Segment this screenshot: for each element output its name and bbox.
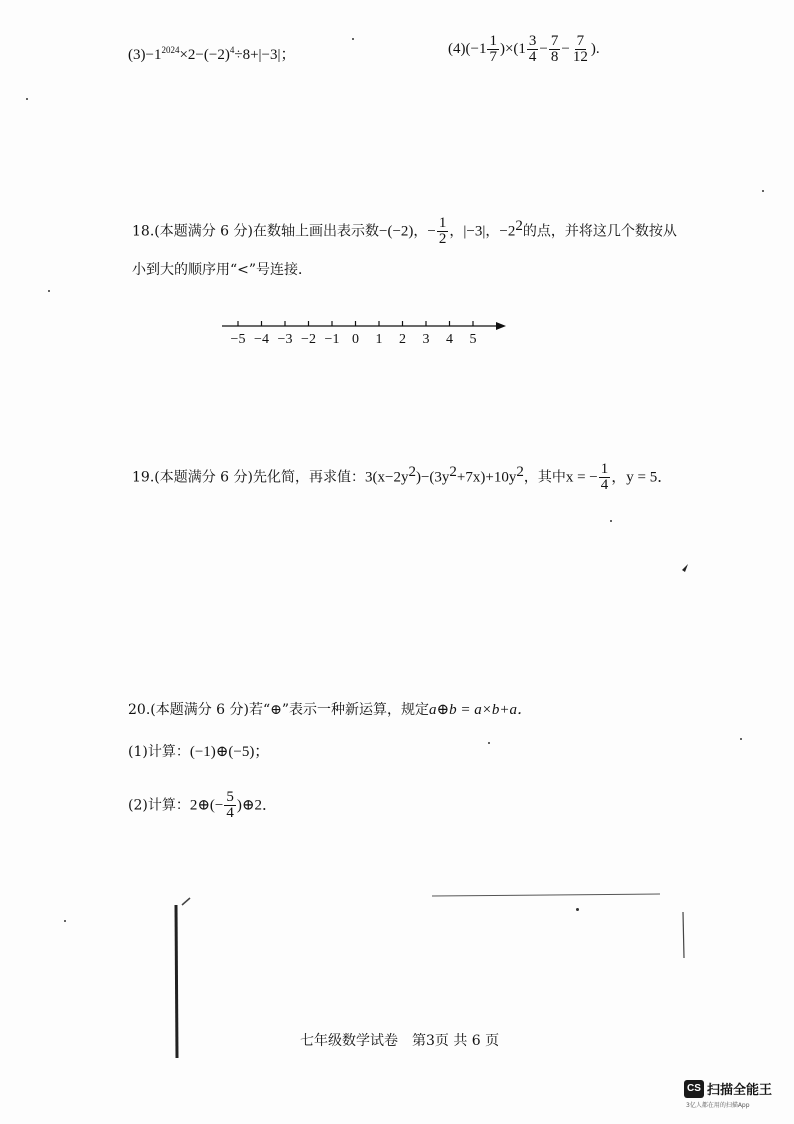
speck xyxy=(610,520,612,522)
q3-exponent-a: 2024 xyxy=(161,45,180,55)
speck xyxy=(576,908,579,911)
p19-expr-b: )−(3y xyxy=(415,469,450,486)
p20-q1-label: (1)计算： xyxy=(128,744,190,760)
q4-minus-2: − xyxy=(561,40,570,57)
number-line-tick-label: −5 xyxy=(230,332,246,347)
q3-label: (3) xyxy=(128,47,146,63)
p18-prefix: 18.(本题满分 6 分)在数轴上画出表示数 xyxy=(132,223,379,240)
q4-f3-num: 7 xyxy=(550,33,559,49)
number-line-tick-label: 2 xyxy=(399,332,406,347)
p19-prefix: 19.(本题满分 6 分)先化简，再求值： xyxy=(132,469,365,486)
q4-close: ). xyxy=(590,40,600,57)
q4-f1-den: 7 xyxy=(489,49,497,65)
q3-term-c: ÷8+|−3| xyxy=(234,47,281,63)
number-line-tick-label: 0 xyxy=(352,332,359,347)
p19-expr-c: +7x)+10y xyxy=(456,469,517,486)
p20-q1-expr: (−1)⊕(−5)； xyxy=(189,744,270,760)
p20-q2-label: (2)计算： xyxy=(128,797,190,814)
p20-q2-b: )⊕2． xyxy=(236,797,277,814)
p18-sep-1: ， xyxy=(413,223,428,240)
p19-sup-c: 2 xyxy=(516,464,524,480)
speck xyxy=(352,38,354,40)
p18-sep-3: ， xyxy=(485,223,500,240)
scanner-logo-icon: CS xyxy=(684,1080,704,1098)
p20-prefix: 20.(本题满分 6 分)若“⊕”表示一种新运算，规定 xyxy=(128,702,430,718)
p19-y-eq: ，y = 5． xyxy=(611,469,673,486)
p18-suffix: 的点，并将这几个数按从 xyxy=(522,223,677,240)
number-line-tick-label: −4 xyxy=(254,332,269,347)
number-line-tick-label: 3 xyxy=(422,332,430,347)
number-line-tick-label: 1 xyxy=(375,332,383,347)
p19-expr-a: 3(x−2y xyxy=(365,469,409,486)
speck xyxy=(740,738,742,740)
p19-x-eq: x = − xyxy=(565,469,598,486)
speck xyxy=(762,190,764,192)
p18-number-2-sign: − xyxy=(427,223,436,240)
p18-sep-2: ， xyxy=(449,223,464,240)
p20-q2-num: 5 xyxy=(226,789,234,805)
number-line-tick-label: 5 xyxy=(469,332,477,347)
problem-18-line-2: 小到大的顺序用“<”号连接． xyxy=(132,262,313,278)
p18-number-1: −(−2) xyxy=(379,223,414,240)
q4-mid: )×(1 xyxy=(499,40,526,57)
p18-n2-den: 2 xyxy=(438,231,447,248)
p19-sup-a: 2 xyxy=(408,464,416,480)
scan-artifact-mark xyxy=(682,564,688,572)
p19-x-num: 1 xyxy=(600,461,609,478)
p19-x-den: 4 xyxy=(600,477,609,494)
speck xyxy=(48,290,50,292)
q3-exponent-b: 4 xyxy=(229,45,235,55)
number-line-tick-label: −2 xyxy=(301,332,316,347)
p19-sup-b: 2 xyxy=(449,464,457,480)
p18-number-4-exponent: 2 xyxy=(515,218,523,234)
q4-open: (−1 xyxy=(465,40,487,57)
q3-term-a: −1 xyxy=(145,47,162,63)
q4-label: (4) xyxy=(448,40,466,57)
q4-f2-den: 4 xyxy=(528,49,537,65)
scanner-tagline: 3亿人都在用的扫描App xyxy=(686,1102,750,1109)
scanner-app-name: 扫描全能王 xyxy=(707,1083,773,1098)
scan-artifact-right-bar xyxy=(683,912,684,958)
p20-q2-a: 2⊕(− xyxy=(189,797,224,814)
speck xyxy=(488,742,490,744)
scanner-watermark xyxy=(684,1078,772,1109)
p20-q2-den: 4 xyxy=(226,805,234,821)
p20-rule: a⊕b = a×b+a． xyxy=(429,702,532,718)
number-line-tick-label: −3 xyxy=(277,332,293,347)
page-footer: 七年级数学试卷 第3页 共 6 页 xyxy=(300,1033,500,1049)
p18-number-3: |−3| xyxy=(463,223,486,240)
q4-f4-num: 7 xyxy=(576,33,585,49)
p19-mid: ，其中 xyxy=(523,469,566,486)
p18-number-4: −2 xyxy=(499,223,516,240)
q4-f2-num: 3 xyxy=(528,33,537,49)
scan-artifact-left-bar xyxy=(176,905,177,1058)
q4-f1-num: 1 xyxy=(489,33,497,49)
scan-artifact-top-line xyxy=(432,894,660,896)
q4-f4-den: 12 xyxy=(572,49,588,65)
q4-minus-1: − xyxy=(539,40,548,57)
speck xyxy=(64,920,66,922)
q3-end: ； xyxy=(280,47,296,63)
number-line-tick-label: −1 xyxy=(324,332,340,347)
speck xyxy=(26,98,28,100)
scan-artifact-corner xyxy=(182,898,190,905)
q3-term-b: ×2−(−2) xyxy=(179,47,230,63)
number-line-tick-label: 4 xyxy=(446,332,453,347)
p18-n2-num: 1 xyxy=(438,215,447,232)
q4-f3-den: 8 xyxy=(550,49,559,65)
